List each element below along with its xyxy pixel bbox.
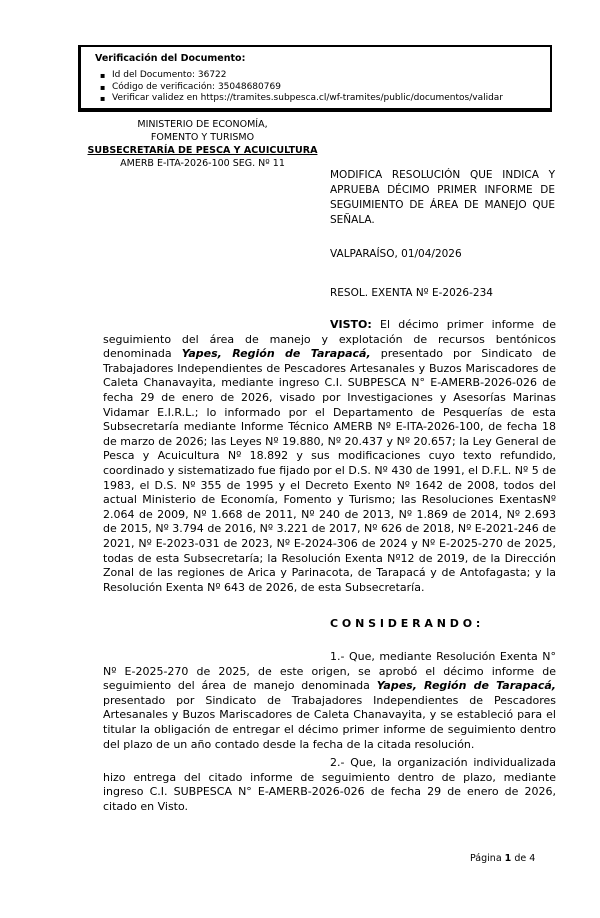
resolution-number: RESOL. EXENTA Nº E-2026-234 [330, 287, 493, 299]
visto-paragraph [103, 318, 556, 595]
visto-text-1: El décimo primer informe de seguimiento del área de manejo y explotación de recursos bentónicos denominada [103, 318, 556, 361]
verification-item-document-id: ▪ Id del Documento: 36722 [95, 70, 540, 82]
subsecretaria-name: SUBSECRETARÍA DE PESCA Y ACUICULTURA [87, 145, 318, 156]
verification-list [95, 70, 540, 105]
considerando-paragraph-1 [103, 650, 556, 752]
letterhead [30, 118, 375, 170]
area-name: Yapes, Región de Tarapacá, [376, 679, 556, 693]
document-reference: AMERB E-ITA-2026-100 SEG. Nº 11 [120, 158, 285, 169]
page-number-current: 1 [504, 853, 512, 864]
considerando-heading: C O N S I D E R A N D O : [330, 617, 481, 630]
resolution-title: MODIFICA RESOLUCIÓN QUE INDICA Y APRUEBA DÉCIMO PRIMER INFORME DE SEGUIMIENTO DE ÁREA DE MANEJO QUE SEÑALA. [330, 169, 555, 226]
verification-box [78, 45, 552, 112]
page-number [470, 853, 535, 865]
ministry-line-1: MINISTERIO DE ECONOMÍA, [137, 119, 268, 130]
visto-label: VISTO: [330, 318, 372, 331]
para1-text-2: presentado por Sindicato de Trabajadores Independientes de Pescadores Artesanales y Buzos Mariscadores de Caleta Chanavayita, y se estableció para el titular la obligación de entregar el décimo primer informe de seguimiento dentro del plazo de un año contado desde la fecha de la citada resolución. [103, 693, 556, 751]
considerando-paragraph-2: 2.- Que, la organización individualizada hizo entrega del citado informe de seguimiento dentro de plazo, mediante ingreso C.I. SUBPESCA N° E-AMERB-2026-026 de fecha 29 de enero de 2026, citado en Visto. [103, 756, 556, 813]
verification-item-url: ▪ Verificar validez en https://tramites.subpesca.cl/wf-tramites/public/documentos/validar [95, 93, 540, 105]
page-number-prefix: Página [470, 853, 502, 864]
verification-title: Verificación del Documento: [95, 53, 246, 64]
ministry-line-2: FOMENTO Y TURISMO [150, 132, 255, 143]
para1-text-1: 1.- Que, mediante Resolución Exenta N° Nº E-2025-270 de 2025, de este origen, se aprobó el décimo informe de seguimiento del área de manejo denominada [103, 650, 556, 693]
page-number-suffix: de 4 [514, 853, 536, 864]
verification-item-code: ▪ Código de verificación: 35048680769 [95, 82, 540, 94]
place-date: VALPARAÍSO, 01/04/2026 [330, 248, 462, 260]
area-name: Yapes, Región de Tarapacá, [181, 347, 371, 361]
visto-text-2: presentado por Sindicato de Trabajadores Independientes de Pescadores Artesanales y Buzos Mariscadores de Caleta Chanavayita, mediante ingreso C.I. SUBPESCA N° E-AMERB-2026-026 de fecha 29 de enero de 2026, visado por Investigaciones y Asesorías Marinas Vidamar E.I.R.L.; lo informado por el Departamento de Pesquerías de esta Subsecretaría mediante Informe Técnico AMERB Nº E-ITA-2026-100, de fecha 18 de marzo de 2026; las Leyes Nº 19.880, Nº 20.437 y Nº 20.657; la Ley General de Pesca y Acuicultura Nº 18.892 y sus modificaciones cuyo texto refundido, coordinado y sistematizado fue fijado por el D.S. Nº 430 de 1991, el D.F.L. Nº 5 de 1983, el D.S. Nº 355 de 1995 y el Decreto Exento Nº 1642 de 2008, todos del actual Ministerio de Economía, Fomento y Turismo; las Resoluciones ExentasNº 2.064 de 2009, Nº 1.668 de 2011, Nº 240 de 2013, Nº 1.869 de 2014, Nº 2.693 de 2015, Nº 3.794 de 2016, Nº 3.221 de 2017, Nº 626 de 2018, Nº E-2021-246 de 2021, Nº E-2023-031 de 2023, Nº E-2024-306 de 2024 y Nº E-2025-270 de 2025, todas de esta Subsecretaría; la Resolución Exenta Nº12 de 2019, de la Dirección Zonal de las regiones de Arica y Parinacota, de Tarapacá y de Antofagasta; y la Resolución Exenta Nº 643 de 2026, de esta Subsecretaría. [103, 347, 556, 594]
